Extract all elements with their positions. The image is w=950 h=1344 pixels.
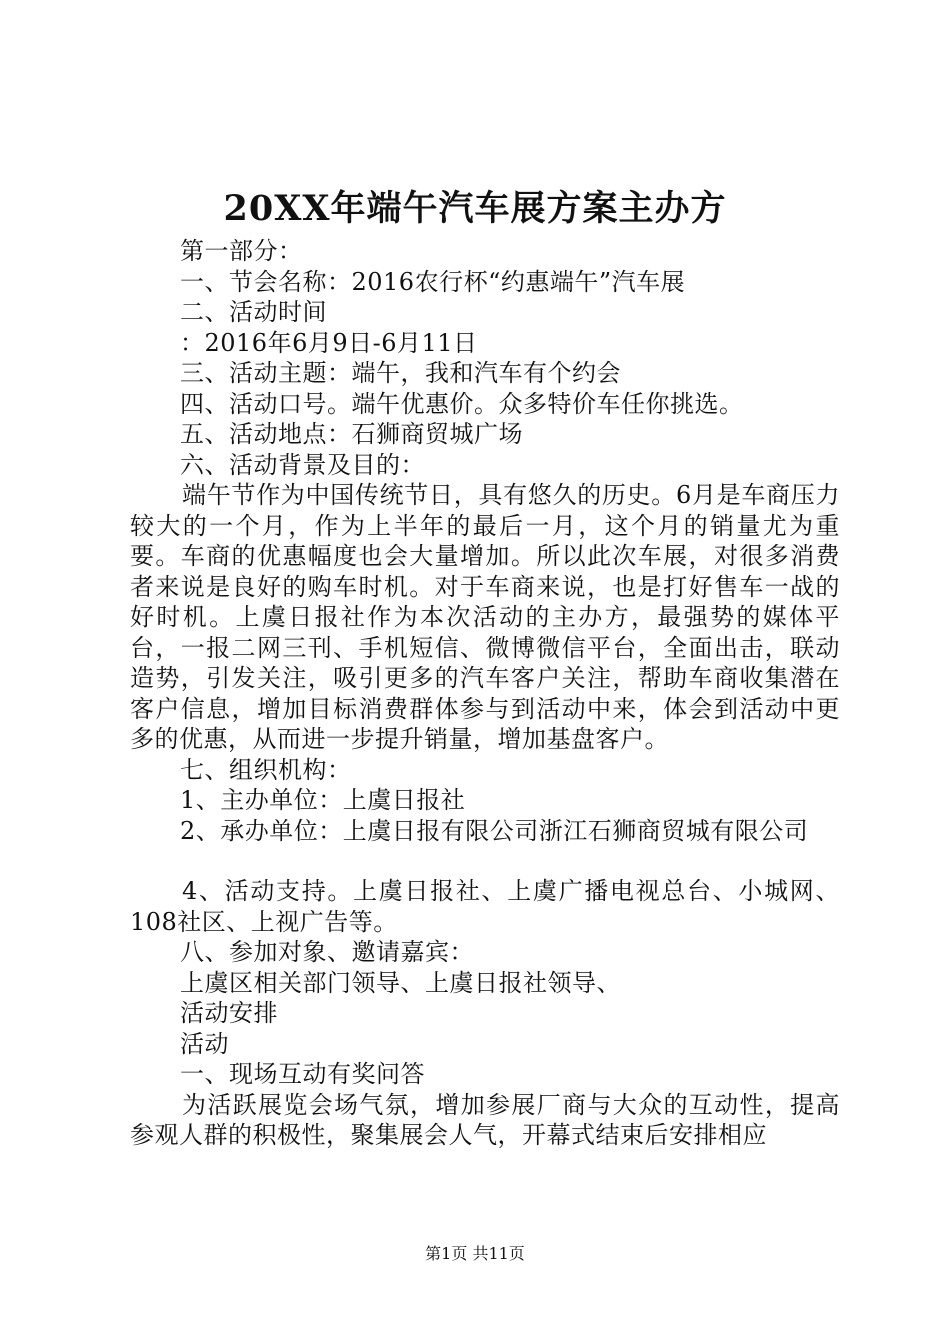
item-event-name: 一、节会名称：2016农行杯“约惠端午”汽车展 bbox=[180, 267, 686, 296]
item-activity-heading: 活动 bbox=[180, 1029, 229, 1058]
blank-line bbox=[130, 846, 840, 876]
page-footer: 第1页 共11页 bbox=[425, 1244, 525, 1263]
item-schedule-heading: 活动安排 bbox=[180, 999, 278, 1027]
item-event-time-label: 二、活动时间 bbox=[180, 298, 327, 326]
item-event-slogan: 四、活动口号。端午优惠价。众多特价车任你挑选。 bbox=[180, 389, 744, 418]
item-event-theme: 三、活动主题：端午，我和汽车有个约会 bbox=[180, 359, 621, 387]
item-event-time-value: ：2016年6月9日-6月11日 bbox=[180, 328, 478, 357]
item-organization-heading: 七、组织机构： bbox=[180, 755, 352, 784]
item-quiz-heading: 一、现场互动有奖问答 bbox=[180, 1060, 425, 1088]
item-host-unit: 1、主办单位：上虞日报社 bbox=[180, 786, 466, 814]
document-title: 20XX年端午汽车展方案主办方 bbox=[223, 188, 727, 229]
support-paragraph: 4、活动支持。上虞日报社、上虞广播电视总台、小城网、108社区、上视广告等。 bbox=[130, 877, 840, 936]
document-body bbox=[130, 236, 840, 1151]
background-paragraph: 端午节作为中国传统节日，具有悠久的历史。6月是车商压力较大的一个月，作为上半年的最后一月，这个月的销量尤为重要。车商的优惠幅度也会大量增加。所以此次车展，对很多消费者来说是良好的购车时机。对于车商来说，也是打好售车一战的好时机。上虞日报社作为本次活动的主办方，最强势的媒体平台，一报二网三刊、手机短信、微博微信平台，全面出击，联动造势，引发关注，吸引更多的汽车客户关注，帮助车商收集潜在客户信息，增加目标消费群体参与到活动中来，体会到活动中更多的优惠，从而进一步提升销量，增加基盘客户。 bbox=[130, 481, 840, 753]
section-heading-part-one: 第一部分： bbox=[180, 237, 303, 265]
item-organizer-unit: 2、承办单位：上虞日报有限公司浙江石狮商贸城有限公司 bbox=[180, 816, 809, 845]
item-event-location: 五、活动地点：石狮商贸城广场 bbox=[180, 420, 523, 448]
item-participants-heading: 八、参加对象、邀请嘉宾： bbox=[180, 938, 474, 966]
item-participants: 上虞区相关部门领导、上虞日报社领导、 bbox=[180, 968, 621, 997]
item-background-heading: 六、活动背景及目的： bbox=[180, 450, 425, 479]
quiz-paragraph: 为活跃展览会场气氛，增加参展厂商与大众的互动性，提高参观人群的积极性，聚集展会人气，开幕式结束后安排相应 bbox=[130, 1090, 840, 1149]
